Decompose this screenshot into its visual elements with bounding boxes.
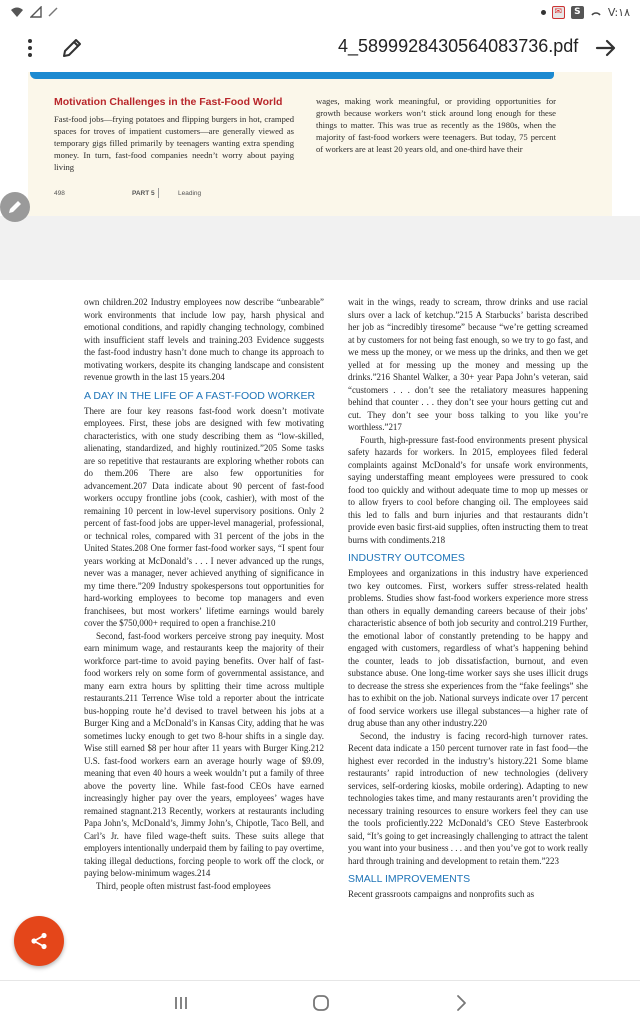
body-paragraph: Second, the industry is facing record-high turnover rates. Recent data indicate a 150 percent turnover rate in fast food—the highest ever recorded in the industry’s history.221 Some blame restaurants’ rapid introduction of new technologies (delivery services, self-ordering kiosks, mobile ordering). Adapting to new technologies takes time, and many restaurants aren’t providing the necessary training resources to ensure workers feel they can use the tools proficiently.222 McDonald’s CEO Steve Easterbrook said, “It’s going to get increasingly challenging to attract the talent you want into your business . . . and then you’ve got to work really hard through training and development to retain them.”223 (348, 730, 588, 866)
box-heading: Motivation Challenges in the Fast-Food World (54, 96, 283, 108)
text-column-left (84, 296, 324, 892)
home-icon[interactable] (309, 991, 333, 1015)
body-paragraph: Recent grassroots campaigns and nonprofits such as (348, 889, 535, 899)
arc-icon (590, 6, 602, 18)
pdf-page-previous (28, 72, 612, 216)
body-paragraph: Third, people often mistrust fast-food employees (96, 880, 271, 891)
body-paragraph: own children.202 Industry employees now describe “unbearable” work environments that include low pay, harsh physical and emotional conditions, and rapidly changing technology, combined with insufficient staff levels and training.203 Evidence suggests the fast-food industry hasn’t done much to change its approach to motivating workers, despite its changing landscape and consistent revenue growth in the last 15 years.204 (84, 297, 324, 382)
dot-icon (541, 10, 546, 15)
body-paragraph: Fourth, high-pressure fast-food environments present physical safety hazards for workers. In 2015, employees filed federal complaints against McDonald’s for unsafe work environments, saying understaffing meant employees were pressured to cook food too quickly and without adequate time to mop up messes or to allow fryers to cool before changing oil. The employees said this led to falls and burn injuries and that restaurants didn’t provide even basic first-aid supplies, often instructing them to treat burns with condiments.218 (348, 434, 588, 545)
body-paragraph: Second, fast-food workers perceive strong pay inequity. Most earn minimum wage, and restaurants keep the majority of their workforce part-time to avoid paying benefits. Over half of fast-food workers rely on some form of governmental assistance, and many earn extra hours by splitting their time across multiple restaurants.211 Terrence Wise told a reporter about the intricate bus-hopping route he’d devised to travel between his jobs at a Burger King and a McDonald’s in Kansas City, adding that he was sometimes lucky enough to get two 8-hour shifts in a single day. Wise still earned $8 per hour after 11 years with Burger King.212 U.S. fast-food workers earn an average hourly wage of $9.09, meaning that even 40 hours a week wouldn’t put a family of three above the poverty line. While fast-food CEOs have earned increasingly higher pay over the years, employees’ wages have remained stagnant.213 Recently, workers at restaurants including Papa John’s, McDonald’s, Jimmy John’s, Chipotle, Taco Bell, and Carl’s Jr. have filed wage-theft suits. These suits allege that employers intentionally underpaid them by failing to pay overtime, taking illegal deductions, forcing people to work off the clock, or paying below-minimum wages.214 (84, 630, 325, 878)
status-left (10, 4, 58, 20)
page-number: 498 (54, 190, 65, 197)
back-icon[interactable] (449, 991, 473, 1015)
status-bar (0, 0, 640, 24)
box-text-left: Fast-food jobs—frying potatoes and flipping burgers in hot, cramped spaces for troves of impatient customers—are generally viewed as temporary gigs filled primarily by teenagers wanting extra spending money. In turn, fast-food companies needn’t worry about paying living (54, 114, 294, 172)
s-app-icon: S (571, 6, 584, 19)
notification-icon: ✉ (552, 6, 565, 19)
arrow-forward-icon[interactable] (592, 34, 620, 62)
box-text-right: wages, making work meaningful, or providing opportunities for growth because workers won’t stick around long enough for these things to matter. This was true as recently as the 1980s, when the majority of fast-food workers were teenagers. But today, 75 percent of workers are at least 20 years old, and one-third have their (316, 96, 556, 154)
pencil-icon[interactable] (58, 34, 86, 62)
pen-icon (48, 7, 58, 17)
pdf-page-current (28, 280, 612, 980)
navigation-bar (0, 980, 640, 1024)
share-icon (29, 931, 49, 951)
body-paragraph: There are four key reasons fast-food work doesn’t motivate employees. First, these jobs are designed with few motivating characteristics, with one study describing them as “low-skilled, alienating, standardized, and highly routinized.”205 Some tasks are so repetitive that restaurants are exploring whether robots can do them.206 There are also few opportunities for advancement.207 Data indicate about 90 percent of fast-food workers occupy frontline jobs (cook, cashier), with most of the remaining 10 percent in low-level supervisory positions. Only 2 percent of fast-food jobs are upper-level managerial, professional, or technical roles, compared with 31 percent of the jobs in the United States.208 One former fast-food worker says, “I spent four years working at McDonald’s . . . I never advanced up the rungs, never was a manager, never achieved anything of significance in my time there.”209 Industry spokespersons tout opportunities for hard-working employees to become top managers and even franchisees, but most workers’ lifetime earnings would barely cover the $750,000+ required to open a franchise.210 (84, 405, 324, 628)
document-title[interactable]: 4_5899928430564083736.pdf (338, 36, 579, 56)
body-paragraph: Employees and organizations in this industry have experienced two key outcomes. First, workers suffer stress-related health problems. Studies show fast-food workers experience more stress than others in equally demanding careers because of their jobs’ characteristic absence of both job security and control.219 Further, the emotional labor of constantly pretending to be happy and engaged with customers, regardless of what’s happening behind the counter, leads to job dissatisfaction, burnout, and even substance abuse. One long-time worker says she uses illicit drugs to decrease the stress she experiences from the “fake feelings” she has to exhibit on the job. National surveys indicate over 17 percent of food service workers use illegal substances—a higher rate of drug abuse than any other industry.220 (348, 568, 588, 728)
more-vert-icon[interactable] (18, 36, 42, 60)
page-header-bar (30, 72, 554, 79)
body-paragraph: wait in the wings, ready to scream, throw drinks and use racial slurs over a lack of ketchup.”215 A Starbucks’ barista described her job as “incredibly tiresome” because “we’re getting screamed at by customers for not being fast enough, so we try to go fast, and we mess up the money, or we mess up the drinks, and then we get yelled at for messing up the money and messing up the drinks.”216 Shantel Walker, a 30+ year Papa John’s veteran, said “customers . . . don’t see the retaliatory measures happening behind that counter . . . they don’t see your hours getting cut and cut. They don’t see your boss talking to you like you’re worthless.”217 (348, 297, 588, 432)
pencil-icon (7, 199, 23, 215)
page-gap (0, 216, 640, 280)
section-heading: A DAY IN THE LIFE OF A FAST-FOOD WORKER (84, 389, 316, 402)
section-label: Leading (178, 190, 202, 197)
text-column-right (348, 296, 588, 901)
signal-icon (30, 6, 42, 18)
status-time: V:١٨ (607, 5, 630, 19)
share-button[interactable] (14, 916, 64, 966)
edit-fab[interactable] (0, 192, 30, 222)
app-bar (0, 24, 640, 72)
wifi-icon (10, 6, 24, 18)
section-heading: INDUSTRY OUTCOMES (348, 552, 465, 564)
part-label: PART 5 (132, 190, 155, 197)
footer-divider (158, 188, 159, 198)
recents-icon[interactable] (169, 991, 193, 1015)
section-heading: SMALL IMPROVEMENTS (348, 873, 471, 885)
status-right (541, 4, 630, 20)
